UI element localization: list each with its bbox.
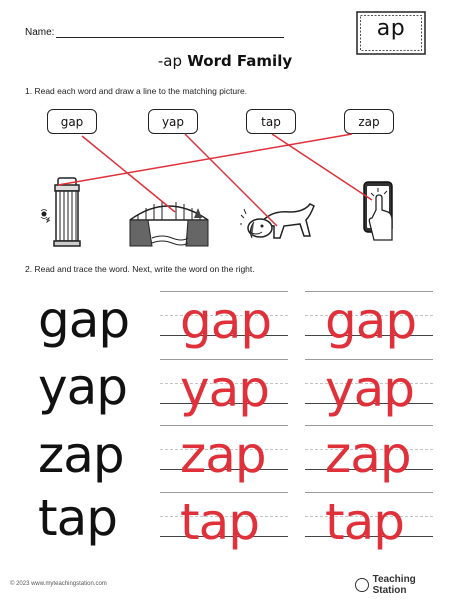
copyright-text: © 2023 www.myteachingstation.com — [10, 581, 107, 587]
brand-name: Teaching Station — [372, 574, 416, 596]
title-rest: Word Family — [182, 52, 293, 70]
match-line-zap — [58, 134, 352, 185]
write-word-yap[interactable]: yap — [325, 360, 414, 418]
word-yap: yap — [38, 358, 127, 416]
word-box-yap[interactable]: yap — [148, 109, 198, 134]
match-line-yap — [185, 134, 277, 226]
match-line-tap — [272, 134, 372, 200]
write-word-zap[interactable]: zap — [325, 426, 411, 484]
word-tap: tap — [38, 489, 117, 547]
match-line-gap — [82, 136, 175, 212]
trace-word-tap[interactable]: tap — [180, 493, 259, 551]
trace-word-zap[interactable]: zap — [180, 426, 266, 484]
word-gap: gap — [38, 291, 130, 349]
name-label: Name: — [25, 27, 55, 38]
teaching-station-logo-icon — [355, 578, 369, 592]
match-lines — [0, 0, 450, 260]
word-box-zap[interactable]: zap — [344, 109, 394, 134]
trace-word-gap[interactable]: gap — [180, 292, 272, 350]
word-zap: zap — [38, 426, 124, 484]
word-box-tap[interactable]: tap — [246, 109, 296, 134]
write-word-gap[interactable]: gap — [325, 292, 417, 350]
instruction-1: 1. Read each word and draw a line to the matching picture. — [25, 86, 248, 96]
instruction-2: 2. Read and trace the word. Next, write the word on the right. — [25, 264, 255, 274]
word-box-gap[interactable]: gap — [47, 109, 97, 134]
trace-word-yap[interactable]: yap — [180, 360, 269, 418]
write-word-tap[interactable]: tap — [325, 493, 404, 551]
brand-logo — [355, 574, 450, 596]
word-family-badge: ap — [376, 16, 406, 41]
title-stem: -ap — [157, 52, 183, 70]
